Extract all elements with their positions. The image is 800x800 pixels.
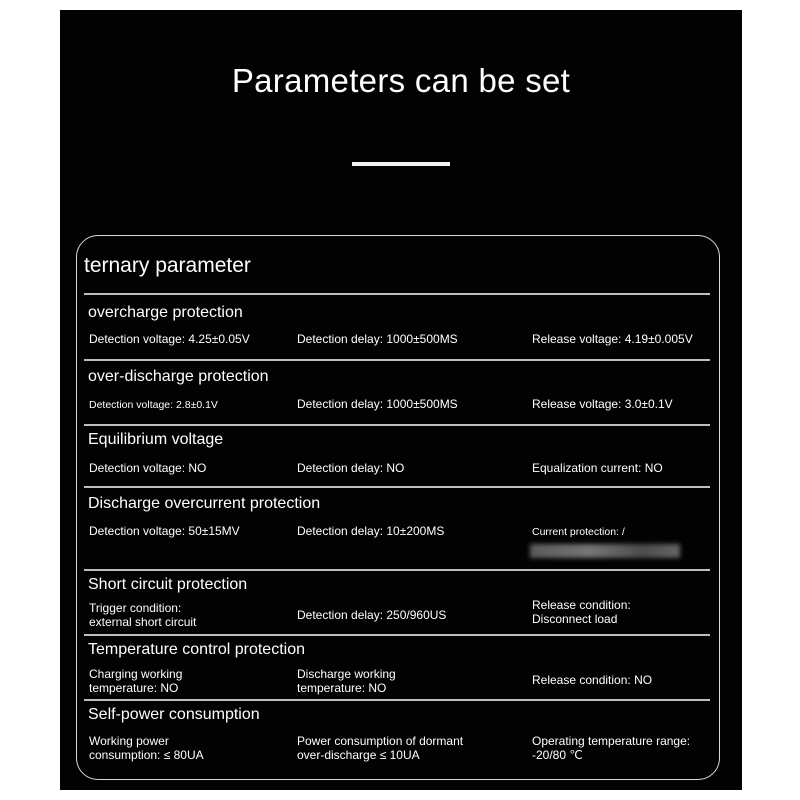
section-title: Discharge overcurrent protection — [88, 495, 321, 512]
param-cell: Release condition: NO — [532, 673, 653, 687]
param-cell: Discharge working temperature: NO — [297, 667, 396, 695]
divider — [84, 359, 710, 361]
param-cell: Detection delay: 10±200MS — [297, 524, 445, 538]
param-cell: Detection delay: NO — [297, 461, 405, 475]
param-cell: Detection voltage: 50±15MV — [89, 524, 240, 538]
param-cell: Equalization current: NO — [532, 461, 663, 475]
section-title: Temperature control protection — [88, 641, 305, 658]
param-cell: Charging working temperature: NO — [89, 667, 183, 695]
divider — [84, 486, 710, 488]
section-title: over-discharge protection — [88, 368, 269, 385]
param-cell: Power consumption of dormant over-discharge ≤ 10UA — [297, 734, 464, 762]
blurred-text-artifact — [530, 544, 680, 558]
divider — [84, 569, 710, 571]
param-cell: Operating temperature range: -20/80 ℃ — [532, 734, 691, 762]
param-cell: Detection voltage: NO — [89, 461, 207, 475]
section-title: Self-power consumption — [88, 706, 260, 723]
title-underline — [352, 162, 450, 166]
param-cell: Detection delay: 250/960US — [297, 608, 447, 622]
param-cell: Working power consumption: ≤ 80UA — [89, 734, 204, 762]
page-title: Parameters can be set — [231, 62, 571, 99]
param-cell: Detection voltage: 2.8±0.1V — [89, 399, 218, 411]
section-title: Equilibrium voltage — [88, 431, 224, 448]
divider — [84, 699, 710, 701]
param-cell: Release voltage: 3.0±0.1V — [532, 397, 673, 411]
divider — [84, 293, 710, 295]
product-image — [60, 10, 742, 790]
param-cell: Current protection: / — [532, 526, 625, 538]
section-title: Short circuit protection — [88, 576, 248, 593]
param-cell: Detection delay: 1000±500MS — [297, 332, 458, 346]
param-cell: Release condition: Disconnect load — [532, 598, 631, 626]
divider — [84, 424, 710, 426]
divider — [84, 634, 710, 636]
param-cell: Release voltage: 4.19±0.005V — [532, 332, 693, 346]
param-cell: Detection delay: 1000±500MS — [297, 397, 458, 411]
param-cell: Detection voltage: 4.25±0.05V — [89, 332, 250, 346]
panel-title: ternary parameter — [84, 254, 251, 277]
section-title: overcharge protection — [88, 304, 243, 321]
param-cell: Trigger condition: external short circuit — [89, 601, 197, 629]
